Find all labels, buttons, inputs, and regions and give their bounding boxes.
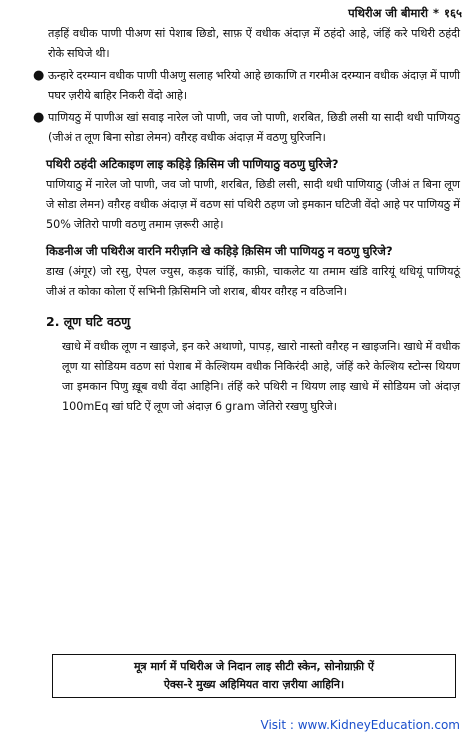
question-heading-2: किडनीअ जी पथिरीअ वारनि मरीज़नि खे कहिड़े क़िसिम जी पाणियठु न वठणु घुरिजे? [46, 244, 393, 258]
highlight-line-2: ऐक्स-रे मुख्य अहिमियत वारा ज़रीया आहिनि। [163, 678, 345, 691]
section-heading: 2. लूण घटि वठणु [46, 314, 131, 329]
bullet-text: पाणियठु में पाणीअ खां सवाइ नारेल जो पाणी, जव जो पाणी, शरबित, छिडी लसी या सादी थधी पाणियठु (जीअं त लूण बिना सोडा लेमन) वग़ैरह वधीक अंदाज़ में वठणु घुरिजनि। [48, 111, 460, 144]
question-heading-1: पथिरी ठहंदी अटिकाइण लाइ कहिड़े क़िसिम जी पाणियाठु वठणु घुरिजे? [46, 157, 339, 171]
highlight-line-1: मूत्र मार्ग में पथिरीअ जे निदान लाइ सीटी स्केन, सोनोग्राफ़ी ऐं [133, 660, 375, 673]
page-body [0, 24, 474, 417]
footer-visit-link[interactable]: Visit : www.KidneyEducation.com [260, 718, 460, 732]
header-separator: * [433, 6, 440, 20]
section-paragraph: खाधे में वधीक लूण न खाइजे, इन करे अथाणो, पापड़, खारो नास्तो वग़ैरह न खाइजनि। खाधे में वधीक लूण या सोडियम वठण सां पेशाब में केल्शियम वधीक निकिरंदी आहे, जंहिं करे केल्शिय स्टोन्स थियण जा इमकान पिणु ख़ूब वधी वेंदा आहिनि। तंहिं करे पथिरी न थियण लाइ खाधे में सोडियम जो अंदाज़ 100mEq खां घटि ऐं लूण जो अंदाज़ 6 gram जेतिरो रखणु घुरिजे। [62, 340, 461, 413]
header-title: पथिरीअ जी बीमारी [348, 6, 429, 20]
running-header [348, 6, 462, 21]
highlight-box [52, 654, 456, 698]
answer-paragraph-2: डाख (अंगूर) जो रसु, ऐपल ज्युस, कड़क चांहिं, काफ़ी, चाकलेट या तमाम खंडि वारियूं थधियूं पाणियठूं जीअं त कोका कोला ऐं सभिनी क़िसिमनि जो शराब, बीयर वग़ैरह न वठिजनि। [46, 265, 460, 298]
bullet-text: ऊन्हारे दरम्यान वधीक पाणी पीअणु सलाह भरियो आहे छाकाणि त गरमीअ दरम्यान वधीक अंदाज़ में पाणी पघर ज़रीये बाहिर निकरी वेंदो आहे। [48, 69, 460, 102]
answer-paragraph-1: पाणियाठु में नारेल जो पाणी, जव जो पाणी, शरबित, छिडी लसी, सादी थधी पाणियाठु (जीअं त बिना लूण जे सोडा लेमन) वग़ैरह वधीक अंदाज़ में वठण सां पथिरी ठहण जो इमकान घटिजी वेंदो आहे पर पाणियठु में 50% जेतिरो पाणी वठणु तमाम ज़रूरी आहे। [46, 178, 460, 231]
page-number: १६५ [444, 6, 462, 20]
bullet-icon: ● [33, 68, 45, 83]
bullet-item [33, 66, 460, 106]
bullet-item [33, 108, 460, 148]
bullet-icon: ● [33, 110, 45, 125]
intro-paragraph: तड़हिं वधीक पाणी पीअण सां पेशाब छिडो, साफ़ ऐं वधीक अंदाज़ में ठहंदो आहे, जंहिं करे पथिरी ठहंदी रोके सघिजे थी। [48, 27, 460, 60]
